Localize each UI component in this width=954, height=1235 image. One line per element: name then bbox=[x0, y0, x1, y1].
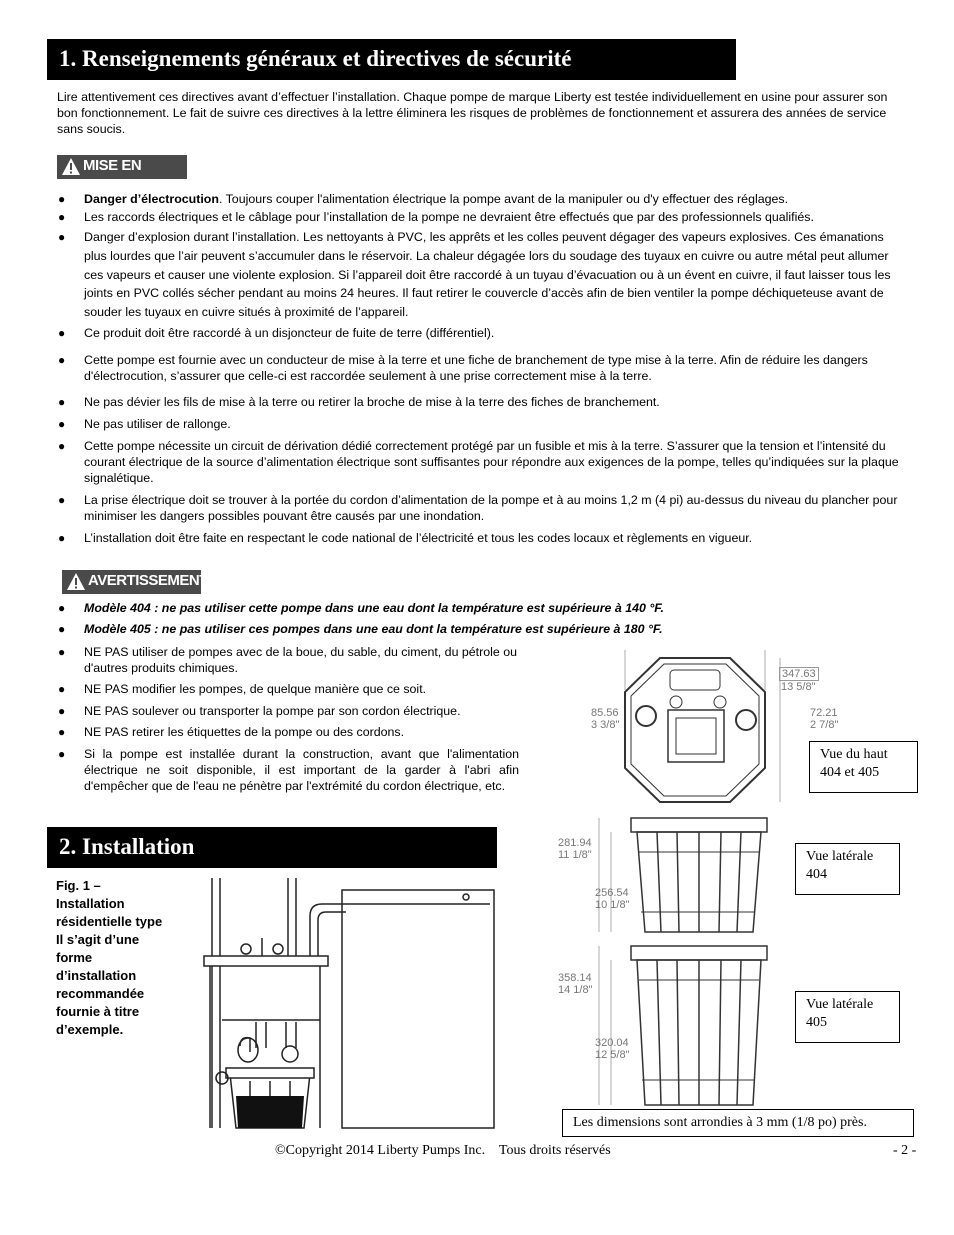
bullet: ● bbox=[58, 493, 66, 507]
list-item bbox=[58, 325, 899, 341]
section2-title: 2. Installation bbox=[47, 827, 497, 868]
item-text: Ne pas utiliser de rallonge. bbox=[84, 417, 231, 431]
warning-label: AVERTISSEMENT bbox=[88, 572, 208, 589]
item-text: NE PAS soulever ou transporter la pompe par son cordon électrique. bbox=[84, 704, 461, 718]
dim-value-mm: 347.63 bbox=[779, 667, 819, 681]
copyright: ©Copyright 2014 Liberty Pumps Inc. Tous droits réservés bbox=[275, 1143, 611, 1158]
item-text: La prise électrique doit se trouver à la portée du cordon d’alimentation de la pompe et à au moins 1,2 m (4 pi) au-dessus du niveau du plancher pour minimiser les dangers possibles pouvant être causés par une inondation. bbox=[84, 493, 898, 523]
list-item bbox=[58, 352, 899, 384]
item-text: . Toujours couper l'alimentation électrique la pompe avant de la manipuler ou d'y effectuer des réglages. bbox=[218, 192, 789, 206]
dim-value-in: 3 3/8" bbox=[591, 719, 620, 731]
page-number: - 2 - bbox=[893, 1143, 917, 1158]
bold-text: Danger d’électrocution bbox=[84, 192, 219, 206]
dim-left bbox=[591, 707, 619, 731]
list-item bbox=[58, 621, 899, 637]
item-text: Cette pompe nécessite un circuit de dérivation dédié correctement protégé par un fusible et mis à la terre. S’assurer que la tension et l’intensité du courant électrique de la source d’alimentation électrique sont suffisantes pour répondre aux exigences de la pompe, telles qu’indiquées sur la plaque signalétique. bbox=[84, 439, 899, 485]
list-item bbox=[58, 681, 521, 697]
list-item bbox=[58, 703, 521, 719]
side-view-404-drawing bbox=[545, 812, 795, 937]
item-text: Modèle 405 : ne pas utiliser ces pompes dans une eau dont la température est supérieure à 180 °F. bbox=[84, 622, 663, 636]
side-view-404-label: Vue latérale 404 bbox=[795, 843, 900, 895]
dimensions-note: Les dimensions sont arrondies à 3 mm (1/8 po) près. bbox=[562, 1109, 914, 1137]
section1-title: 1. Renseignements généraux et directives de sécurité bbox=[47, 39, 736, 80]
installation-figure bbox=[200, 876, 500, 1134]
item-text: Danger d’explosion durant l’installation. Les nettoyants à PVC, les apprêts et les colles peuvent dégager des vapeurs explosives. Ces émanations plus lourdes que l’air peuvent s’accumuler dans le réservoir. La chaleur dégagée lors du soudage des tuyaux en cuivre ou autre métal peut allumer ces vapeurs et causer une violente explosion. Si l’appareil doit être raccordé à un tuyau d’évacuation ou à un évent en cuivre, il faut laisser tous les joints en PVC collés sécher pendant au moins 24 heures. Il faut retirer le couvercle d’accès afin de bien ventiler la pompe déchiqueteuse avant de souder les tuyaux en cuivre situés à proximité de l’appareil. bbox=[84, 230, 891, 320]
bullet: ● bbox=[58, 326, 66, 340]
bullet: ● bbox=[58, 230, 66, 244]
dim-value-mm: 72.21 bbox=[810, 707, 838, 719]
dim-value-in: 14 1/8" bbox=[558, 984, 593, 996]
dim-value-mm: 358.14 bbox=[558, 972, 592, 984]
bullet: ● bbox=[58, 210, 66, 224]
dim-value-mm: 85.56 bbox=[591, 707, 619, 719]
list-item bbox=[58, 644, 521, 676]
list-item bbox=[58, 492, 899, 524]
list-item bbox=[58, 600, 899, 616]
warning-badge bbox=[62, 570, 208, 594]
dim-405-total bbox=[558, 972, 593, 996]
bullet: ● bbox=[58, 682, 66, 696]
item-text: NE PAS retirer les étiquettes de la pompe ou des cordons. bbox=[84, 725, 405, 739]
bullet: ● bbox=[58, 747, 66, 761]
dim-value-in: 2 7/8" bbox=[810, 719, 839, 731]
list-item bbox=[58, 438, 899, 486]
dim-value-in: 11 1/8" bbox=[558, 849, 592, 861]
list-item bbox=[58, 746, 519, 794]
list-item bbox=[58, 394, 899, 410]
dim-404-total bbox=[558, 837, 592, 861]
dim-value-mm: 256.54 bbox=[595, 887, 629, 899]
top-view-label: Vue du haut 404 et 405 bbox=[809, 741, 918, 793]
item-text: Cette pompe est fournie avec un conducteur de mise à la terre et une fiche de branchement de type mise à la terre. Afin de réduire les dangers d'électrocution, s’assurer que celle-ci est raccordée seulement à une prise correctement mise à la terre. bbox=[84, 353, 868, 383]
bullet: ● bbox=[58, 531, 66, 545]
list-item bbox=[58, 724, 521, 740]
list-item bbox=[58, 530, 899, 546]
dim-value-in: 13 5/8" bbox=[781, 681, 816, 693]
dim-value-in: 12 5/8" bbox=[595, 1049, 630, 1061]
bullet: ● bbox=[58, 192, 66, 206]
bullet: ● bbox=[58, 601, 66, 615]
item-text: Les raccords électriques et le câblage pour l’installation de la pompe ne devraient être effectués que par des professionnels qualifiés. bbox=[84, 210, 814, 224]
bullet: ● bbox=[58, 417, 66, 431]
bullet: ● bbox=[58, 353, 66, 367]
figure-caption: Fig. 1 – Installation résidentielle type Il s’agit d’une forme d’installation recommandée fournie à titre d’exemple. bbox=[56, 878, 163, 1037]
bullet: ● bbox=[58, 395, 66, 409]
list-item bbox=[58, 228, 899, 322]
warning-icon bbox=[66, 572, 86, 591]
bullet: ● bbox=[58, 622, 66, 636]
caution-badge bbox=[57, 155, 187, 196]
item-text: Ne pas dévier les fils de mise à la terre ou retirer la broche de mise à la terre des fiches de branchement. bbox=[84, 395, 660, 409]
bullet: ● bbox=[58, 645, 66, 659]
dim-right bbox=[810, 707, 838, 731]
item-text: L’installation doit être faite en respectant le code national de l’électricité et tous les codes locaux et règlements en vigueur. bbox=[84, 531, 753, 545]
list-item bbox=[58, 209, 904, 225]
item-text: Si la pompe est installée durant la construction, avant que l'alimentation électrique ne soit disponible, il est important de la garder à l'abri afin d'empêcher que de l'eau ne pénètre par l'extrémité du cordon électrique, etc. bbox=[84, 747, 519, 793]
dim-value-in: 10 1/8" bbox=[595, 899, 630, 911]
item-text: NE PAS utiliser de pompes avec de la boue, du sable, du ciment, du pétrole ou d'autres produits chimiques. bbox=[84, 645, 518, 675]
bullet: ● bbox=[58, 704, 66, 718]
bullet: ● bbox=[58, 439, 66, 453]
dim-404-body bbox=[595, 887, 630, 911]
item-text: Ce produit doit être raccordé à un disjoncteur de fuite de terre (différentiel). bbox=[84, 326, 495, 340]
caution-label: MISE EN GARDE bbox=[83, 157, 142, 196]
item-text: Modèle 404 : ne pas utiliser cette pompe dans une eau dont la température est supérieure à 140 °F. bbox=[84, 601, 664, 615]
bullet: ● bbox=[58, 725, 66, 739]
side-view-405-drawing bbox=[545, 940, 795, 1110]
list-item bbox=[58, 191, 904, 207]
intro-paragraph: Lire attentivement ces directives avant d’effectuer l’installation. Chaque pompe de marque Liberty est testée individuellement en usine pour assurer son bon fonctionnement. Le fait de suivre ces directives à la lettre éliminera les risques de problèmes de fonctionnement et assurera des années de service sans soucis. bbox=[57, 90, 888, 136]
warning-icon bbox=[61, 157, 81, 176]
dim-top-width bbox=[779, 667, 819, 693]
item-text: NE PAS modifier les pompes, de quelque manière que ce soit. bbox=[84, 682, 427, 696]
dim-405-body bbox=[595, 1037, 630, 1061]
side-view-405-label: Vue latérale 405 bbox=[795, 991, 900, 1043]
dim-value-mm: 320.04 bbox=[595, 1037, 629, 1049]
list-item bbox=[58, 416, 899, 432]
dim-value-mm: 281.94 bbox=[558, 837, 592, 849]
